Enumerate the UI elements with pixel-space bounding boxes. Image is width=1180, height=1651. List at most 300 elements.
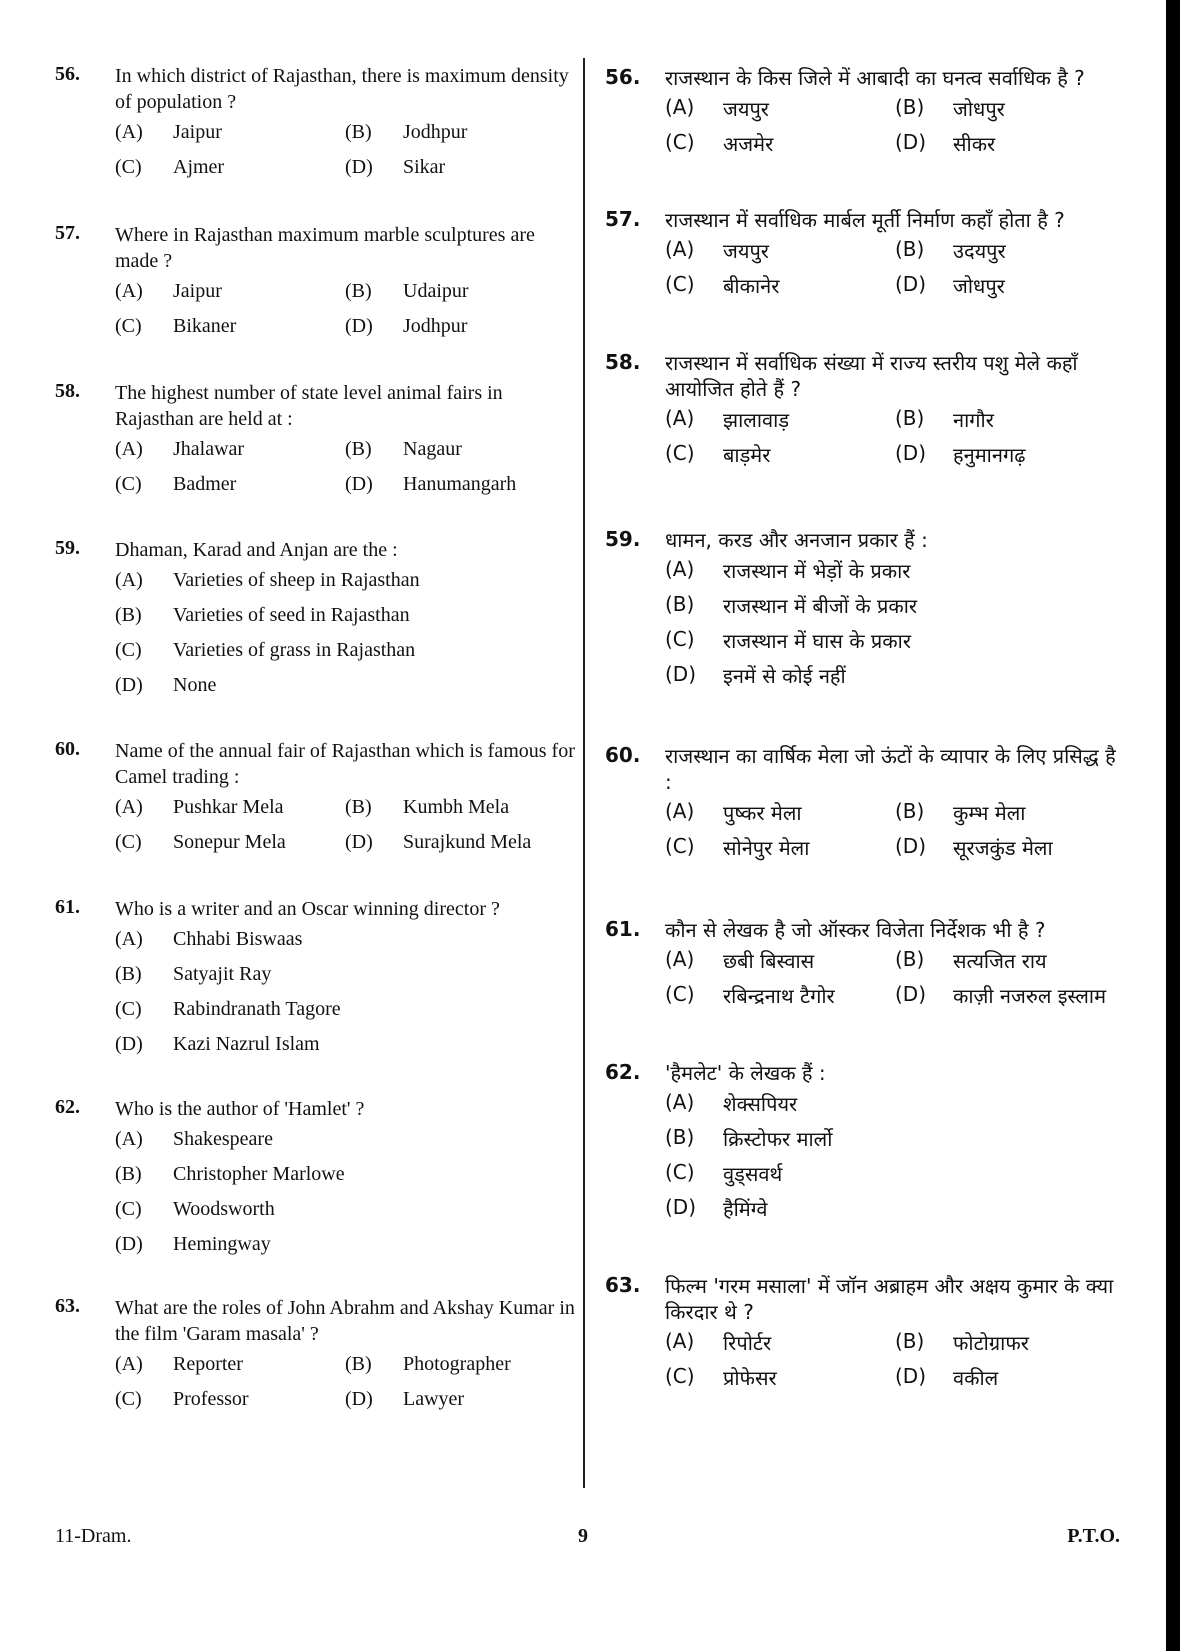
option-label: (B) bbox=[345, 796, 372, 818]
option-b bbox=[345, 1353, 575, 1376]
paper-code: 11-Dram. bbox=[55, 1525, 132, 1547]
option-text: Shakespeare bbox=[173, 1128, 273, 1150]
options-grid bbox=[665, 402, 1125, 472]
option-text: नागौर bbox=[953, 408, 994, 432]
question-number: 60. bbox=[605, 743, 641, 767]
question-number: 61. bbox=[605, 917, 641, 941]
option-row bbox=[665, 1086, 1125, 1121]
option-b bbox=[345, 280, 575, 303]
column-divider bbox=[583, 58, 585, 1488]
option-b bbox=[895, 237, 1125, 264]
option-row bbox=[115, 309, 575, 344]
option-a bbox=[665, 406, 895, 433]
option-b bbox=[345, 121, 575, 144]
question-number: 57. bbox=[605, 207, 641, 231]
option-b bbox=[895, 799, 1125, 826]
option-text: छबी बिस्वास bbox=[723, 949, 815, 973]
option-text: सीकर bbox=[953, 132, 996, 156]
option-text: Satyajit Ray bbox=[173, 963, 272, 985]
option-text: सूरजकुंड मेला bbox=[953, 836, 1053, 860]
question-62-hi bbox=[605, 1060, 1125, 1226]
option-d bbox=[115, 1233, 575, 1256]
option-a bbox=[115, 569, 575, 592]
option-label: (B) bbox=[115, 604, 142, 626]
question-number: 59. bbox=[605, 527, 641, 551]
option-text: फोटोग्राफर bbox=[953, 1331, 1029, 1355]
option-label: (D) bbox=[115, 1033, 143, 1055]
option-text: Pushkar Mela bbox=[173, 796, 284, 818]
option-label: (D) bbox=[895, 982, 927, 1006]
option-text: क्रिस्टोफर मार्लो bbox=[723, 1127, 833, 1151]
option-label: (D) bbox=[895, 441, 927, 465]
option-a bbox=[115, 438, 345, 461]
options-grid bbox=[665, 233, 1125, 303]
option-c bbox=[665, 982, 895, 1009]
option-row bbox=[115, 957, 575, 992]
option-label: (B) bbox=[895, 1329, 925, 1353]
question-number: 56. bbox=[55, 63, 80, 85]
option-label: (C) bbox=[115, 315, 142, 337]
question-text: Where in Rajasthan maximum marble sculptures are made ? bbox=[115, 224, 535, 272]
option-d bbox=[895, 834, 1125, 861]
option-label: (C) bbox=[115, 156, 142, 178]
option-text: वुड्सवर्थ bbox=[723, 1162, 783, 1186]
option-row bbox=[115, 992, 575, 1027]
question-58-en bbox=[55, 380, 575, 502]
option-c bbox=[115, 998, 575, 1021]
option-b bbox=[115, 604, 575, 627]
option-label: (D) bbox=[895, 1364, 927, 1388]
option-text: सोनेपुर मेला bbox=[723, 836, 810, 860]
option-label: (B) bbox=[345, 1353, 372, 1375]
option-label: (D) bbox=[345, 1388, 373, 1410]
option-label: (B) bbox=[345, 121, 372, 143]
option-c bbox=[665, 1160, 1125, 1187]
question-number: 63. bbox=[55, 1295, 80, 1317]
option-label: (A) bbox=[115, 569, 143, 591]
option-label: (D) bbox=[895, 834, 927, 858]
option-text: Hemingway bbox=[173, 1233, 271, 1255]
option-b bbox=[895, 95, 1125, 122]
option-row bbox=[115, 150, 575, 185]
option-row bbox=[665, 1360, 1125, 1395]
option-d bbox=[115, 1033, 575, 1056]
options-list bbox=[665, 1086, 1125, 1226]
option-row bbox=[665, 1191, 1125, 1226]
question-number: 58. bbox=[55, 380, 80, 402]
option-row bbox=[665, 658, 1125, 693]
option-a bbox=[665, 557, 1125, 584]
question-number: 59. bbox=[55, 537, 80, 559]
option-d bbox=[345, 156, 575, 179]
question-text: फिल्म 'गरम मसाला' में जॉन अब्राहम और अक्षय कुमार के क्या किरदार थे ? bbox=[665, 1274, 1114, 1324]
option-row bbox=[665, 268, 1125, 303]
option-text: Jaipur bbox=[173, 280, 222, 302]
question-text: कौन से लेखक है जो ऑस्कर विजेता निर्देशक भी है ? bbox=[665, 918, 1046, 942]
option-text: बाड़मेर bbox=[723, 443, 771, 467]
option-text: Varieties of sheep in Rajasthan bbox=[173, 569, 420, 591]
option-text: Jhalawar bbox=[173, 438, 245, 460]
option-b bbox=[115, 963, 575, 986]
question-number: 56. bbox=[605, 65, 641, 89]
option-label: (A) bbox=[115, 1353, 143, 1375]
option-label: (C) bbox=[665, 130, 695, 154]
question-number: 62. bbox=[605, 1060, 641, 1084]
option-b bbox=[665, 592, 1125, 619]
option-row bbox=[115, 790, 575, 825]
option-label: (A) bbox=[115, 928, 143, 950]
options-grid bbox=[115, 790, 575, 860]
option-text: इनमें से कोई नहीं bbox=[723, 664, 846, 688]
option-row bbox=[115, 825, 575, 860]
question-text: The highest number of state level animal fairs in Rajasthan are held at : bbox=[115, 382, 503, 430]
option-b bbox=[345, 796, 575, 819]
option-row bbox=[665, 623, 1125, 658]
option-a bbox=[665, 237, 895, 264]
option-text: Jodhpur bbox=[403, 121, 468, 143]
question-text: Who is a writer and an Oscar winning director ? bbox=[115, 898, 500, 920]
option-label: (C) bbox=[665, 1160, 695, 1184]
option-row bbox=[665, 943, 1125, 978]
option-c bbox=[115, 639, 575, 662]
question-63-en bbox=[55, 1295, 575, 1417]
option-text: Professor bbox=[173, 1388, 249, 1410]
option-label: (B) bbox=[895, 237, 925, 261]
question-59-hi bbox=[605, 527, 1125, 693]
option-b bbox=[895, 1329, 1125, 1356]
option-b bbox=[895, 406, 1125, 433]
option-row bbox=[115, 1192, 575, 1227]
option-d bbox=[895, 1364, 1125, 1391]
option-label: (C) bbox=[665, 441, 695, 465]
option-row bbox=[665, 437, 1125, 472]
option-c bbox=[115, 1388, 345, 1411]
option-label: (A) bbox=[665, 799, 695, 823]
option-a bbox=[665, 947, 895, 974]
option-row bbox=[115, 598, 575, 633]
option-label: (C) bbox=[665, 272, 695, 296]
option-label: (B) bbox=[895, 799, 925, 823]
question-number: 63. bbox=[605, 1273, 641, 1297]
option-label: (C) bbox=[115, 831, 142, 853]
option-c bbox=[115, 473, 345, 496]
question-number: 61. bbox=[55, 896, 80, 918]
option-label: (D) bbox=[895, 130, 927, 154]
option-row bbox=[665, 1156, 1125, 1191]
option-label: (C) bbox=[665, 982, 695, 1006]
question-number: 57. bbox=[55, 222, 80, 244]
option-a bbox=[115, 928, 575, 951]
option-text: Kazi Nazrul Islam bbox=[173, 1033, 320, 1055]
option-text: Sikar bbox=[403, 156, 446, 178]
option-text: Ajmer bbox=[173, 156, 225, 178]
question-number: 58. bbox=[605, 350, 641, 374]
option-c bbox=[665, 834, 895, 861]
question-text: राजस्थान के किस जिले में आबादी का घनत्व सर्वाधिक है ? bbox=[665, 66, 1085, 90]
option-row bbox=[665, 830, 1125, 865]
question-text: राजस्थान में सर्वाधिक मार्बल मूर्ती निर्माण कहाँ होता है ? bbox=[665, 208, 1065, 232]
question-text: Dhaman, Karad and Anjan are the : bbox=[115, 539, 398, 561]
question-56-hi bbox=[605, 65, 1125, 161]
option-text: जयपुर bbox=[723, 97, 769, 121]
option-label: (A) bbox=[665, 406, 695, 430]
option-label: (C) bbox=[115, 473, 142, 495]
option-text: Reporter bbox=[173, 1353, 243, 1375]
option-label: (C) bbox=[115, 1388, 142, 1410]
option-text: Badmer bbox=[173, 473, 237, 495]
option-row bbox=[115, 1027, 575, 1062]
option-text: Varieties of seed in Rajasthan bbox=[173, 604, 410, 626]
option-label: (D) bbox=[115, 674, 143, 696]
option-row bbox=[665, 978, 1125, 1013]
question-60-en bbox=[55, 738, 575, 860]
option-text: Hanumangarh bbox=[403, 473, 517, 495]
option-c bbox=[665, 627, 1125, 654]
question-number: 62. bbox=[55, 1096, 80, 1118]
option-d bbox=[665, 662, 1125, 689]
options-grid bbox=[665, 1325, 1125, 1395]
option-c bbox=[665, 1364, 895, 1391]
question-text: 'हैमलेट' के लेखक हैं : bbox=[665, 1061, 826, 1085]
option-text: झालावाड़ bbox=[723, 408, 790, 432]
question-number: 60. bbox=[55, 738, 80, 760]
option-text: Photographer bbox=[403, 1353, 511, 1375]
options-grid bbox=[115, 115, 575, 185]
question-text: Who is the author of 'Hamlet' ? bbox=[115, 1098, 365, 1120]
pto-label: P.T.O. bbox=[1067, 1525, 1120, 1547]
option-text: पुष्कर मेला bbox=[723, 801, 802, 825]
option-row bbox=[115, 1347, 575, 1382]
option-a bbox=[115, 1128, 575, 1151]
option-d bbox=[345, 473, 575, 496]
question-text: राजस्थान का वार्षिक मेला जो ऊंटों के व्यापार के लिए प्रसिद्ध है : bbox=[665, 744, 1116, 794]
scan-border-edge bbox=[1166, 0, 1180, 1651]
option-label: (D) bbox=[665, 1195, 697, 1219]
question-61-hi bbox=[605, 917, 1125, 1013]
option-text: जयपुर bbox=[723, 239, 769, 263]
option-row bbox=[115, 563, 575, 598]
option-a bbox=[665, 95, 895, 122]
option-b bbox=[115, 1163, 575, 1186]
option-label: (B) bbox=[895, 95, 925, 119]
option-row bbox=[665, 553, 1125, 588]
option-text: Rabindranath Tagore bbox=[173, 998, 341, 1020]
option-a bbox=[665, 1090, 1125, 1117]
option-text: राजस्थान में भेड़ों के प्रकार bbox=[723, 559, 911, 583]
option-label: (A) bbox=[665, 95, 695, 119]
option-label: (C) bbox=[665, 1364, 695, 1388]
option-c bbox=[665, 272, 895, 299]
option-text: बीकानेर bbox=[723, 274, 780, 298]
question-57-hi bbox=[605, 207, 1125, 303]
option-text: अजमेर bbox=[723, 132, 774, 156]
option-label: (D) bbox=[345, 156, 373, 178]
option-label: (A) bbox=[665, 237, 695, 261]
option-text: काज़ी नजरुल इस्लाम bbox=[953, 984, 1107, 1008]
option-row bbox=[665, 126, 1125, 161]
option-label: (D) bbox=[115, 1233, 143, 1255]
option-label: (C) bbox=[115, 1198, 142, 1220]
option-label: (B) bbox=[345, 438, 372, 460]
options-grid bbox=[665, 943, 1125, 1013]
option-row bbox=[665, 233, 1125, 268]
question-text: Name of the annual fair of Rajasthan which is famous for Camel trading : bbox=[115, 740, 575, 788]
option-text: वकील bbox=[953, 1366, 999, 1390]
question-text: What are the roles of John Abrahm and Akshay Kumar in the film 'Garam masala' ? bbox=[115, 1297, 575, 1345]
option-c bbox=[115, 315, 345, 338]
option-label: (C) bbox=[665, 627, 695, 651]
option-text: Udaipur bbox=[403, 280, 469, 302]
option-row bbox=[115, 633, 575, 668]
question-text: In which district of Rajasthan, there is maximum density of population ? bbox=[115, 65, 569, 113]
option-text: Jaipur bbox=[173, 121, 222, 143]
option-a bbox=[665, 799, 895, 826]
option-a bbox=[115, 280, 345, 303]
option-d bbox=[115, 674, 575, 697]
option-text: कुम्भ मेला bbox=[953, 801, 1026, 825]
option-d bbox=[895, 272, 1125, 299]
option-a bbox=[665, 1329, 895, 1356]
options-grid bbox=[665, 795, 1125, 865]
option-text: Christopher Marlowe bbox=[173, 1163, 345, 1185]
option-row bbox=[115, 274, 575, 309]
option-d bbox=[895, 982, 1125, 1009]
option-label: (A) bbox=[115, 438, 143, 460]
option-row bbox=[665, 588, 1125, 623]
option-text: None bbox=[173, 674, 217, 696]
question-61-en bbox=[55, 896, 575, 1062]
option-row bbox=[665, 795, 1125, 830]
options-list bbox=[115, 922, 575, 1062]
option-label: (A) bbox=[115, 280, 143, 302]
option-row bbox=[115, 432, 575, 467]
options-grid bbox=[115, 1347, 575, 1417]
option-c bbox=[115, 831, 345, 854]
option-text: Woodsworth bbox=[173, 1198, 275, 1220]
options-list bbox=[665, 553, 1125, 693]
question-58-hi bbox=[605, 350, 1125, 472]
option-row bbox=[115, 467, 575, 502]
option-row bbox=[665, 1121, 1125, 1156]
page-number: 9 bbox=[578, 1525, 588, 1547]
option-label: (B) bbox=[665, 592, 695, 616]
option-text: Surajkund Mela bbox=[403, 831, 532, 853]
options-grid bbox=[115, 274, 575, 344]
options-list bbox=[115, 1122, 575, 1262]
option-c bbox=[115, 156, 345, 179]
question-62-en bbox=[55, 1096, 575, 1262]
option-text: Varieties of grass in Rajasthan bbox=[173, 639, 416, 661]
options-list bbox=[115, 563, 575, 703]
option-c bbox=[115, 1198, 575, 1221]
option-row bbox=[665, 402, 1125, 437]
option-row bbox=[115, 922, 575, 957]
option-text: शेक्सपियर bbox=[723, 1092, 798, 1116]
question-60-hi bbox=[605, 743, 1125, 865]
option-text: Nagaur bbox=[403, 438, 462, 460]
option-b bbox=[345, 438, 575, 461]
option-label: (C) bbox=[665, 834, 695, 858]
option-text: उदयपुर bbox=[953, 239, 1006, 263]
question-text: धामन, करड और अनजान प्रकार हैं : bbox=[665, 528, 928, 552]
option-d bbox=[895, 441, 1125, 468]
option-text: रिपोर्टर bbox=[723, 1331, 772, 1355]
option-label: (D) bbox=[345, 473, 373, 495]
option-text: जोधपुर bbox=[953, 274, 1005, 298]
option-label: (B) bbox=[895, 406, 925, 430]
option-label: (C) bbox=[115, 639, 142, 661]
question-63-hi bbox=[605, 1273, 1125, 1395]
option-text: Lawyer bbox=[403, 1388, 465, 1410]
option-row bbox=[115, 1157, 575, 1192]
question-56-en bbox=[55, 63, 575, 185]
option-d bbox=[345, 1388, 575, 1411]
option-a bbox=[115, 121, 345, 144]
option-label: (D) bbox=[345, 831, 373, 853]
option-c bbox=[665, 130, 895, 157]
option-row bbox=[115, 668, 575, 703]
option-d bbox=[345, 831, 575, 854]
option-label: (B) bbox=[895, 947, 925, 971]
option-label: (A) bbox=[115, 121, 143, 143]
option-text: हनुमानगढ़ bbox=[953, 443, 1026, 467]
option-row bbox=[665, 91, 1125, 126]
question-text: राजस्थान में सर्वाधिक संख्या में राज्य स्तरीय पशु मेले कहाँ आयोजित होते हैं ? bbox=[665, 351, 1078, 401]
option-label: (A) bbox=[665, 1090, 695, 1114]
option-label: (A) bbox=[665, 947, 695, 971]
option-text: राजस्थान में बीजों के प्रकार bbox=[723, 594, 918, 618]
option-text: Kumbh Mela bbox=[403, 796, 510, 818]
option-label: (B) bbox=[115, 963, 142, 985]
option-label: (B) bbox=[115, 1163, 142, 1185]
option-row bbox=[115, 115, 575, 150]
option-label: (C) bbox=[115, 998, 142, 1020]
option-a bbox=[115, 1353, 345, 1376]
options-grid bbox=[115, 432, 575, 502]
option-text: रबिन्द्रनाथ टैगोर bbox=[723, 984, 835, 1008]
option-text: सत्यजित राय bbox=[953, 949, 1047, 973]
option-label: (A) bbox=[665, 1329, 695, 1353]
option-label: (A) bbox=[115, 1128, 143, 1150]
question-59-en bbox=[55, 537, 575, 703]
option-text: जोधपुर bbox=[953, 97, 1005, 121]
option-text: हैमिंग्वे bbox=[723, 1197, 768, 1221]
option-text: Bikaner bbox=[173, 315, 237, 337]
option-label: (D) bbox=[665, 662, 697, 686]
option-row bbox=[115, 1122, 575, 1157]
option-d bbox=[895, 130, 1125, 157]
option-row bbox=[115, 1382, 575, 1417]
option-c bbox=[665, 441, 895, 468]
option-text: प्रोफेसर bbox=[723, 1366, 777, 1390]
options-grid bbox=[665, 91, 1125, 161]
option-text: Chhabi Biswaas bbox=[173, 928, 303, 950]
option-label: (D) bbox=[895, 272, 927, 296]
option-b bbox=[665, 1125, 1125, 1152]
option-text: Sonepur Mela bbox=[173, 831, 286, 853]
option-label: (A) bbox=[665, 557, 695, 581]
option-d bbox=[345, 315, 575, 338]
option-label: (A) bbox=[115, 796, 143, 818]
option-a bbox=[115, 796, 345, 819]
option-text: Jodhpur bbox=[403, 315, 468, 337]
option-label: (D) bbox=[345, 315, 373, 337]
question-57-en bbox=[55, 222, 575, 344]
option-d bbox=[665, 1195, 1125, 1222]
option-b bbox=[895, 947, 1125, 974]
option-label: (B) bbox=[665, 1125, 695, 1149]
option-label: (B) bbox=[345, 280, 372, 302]
